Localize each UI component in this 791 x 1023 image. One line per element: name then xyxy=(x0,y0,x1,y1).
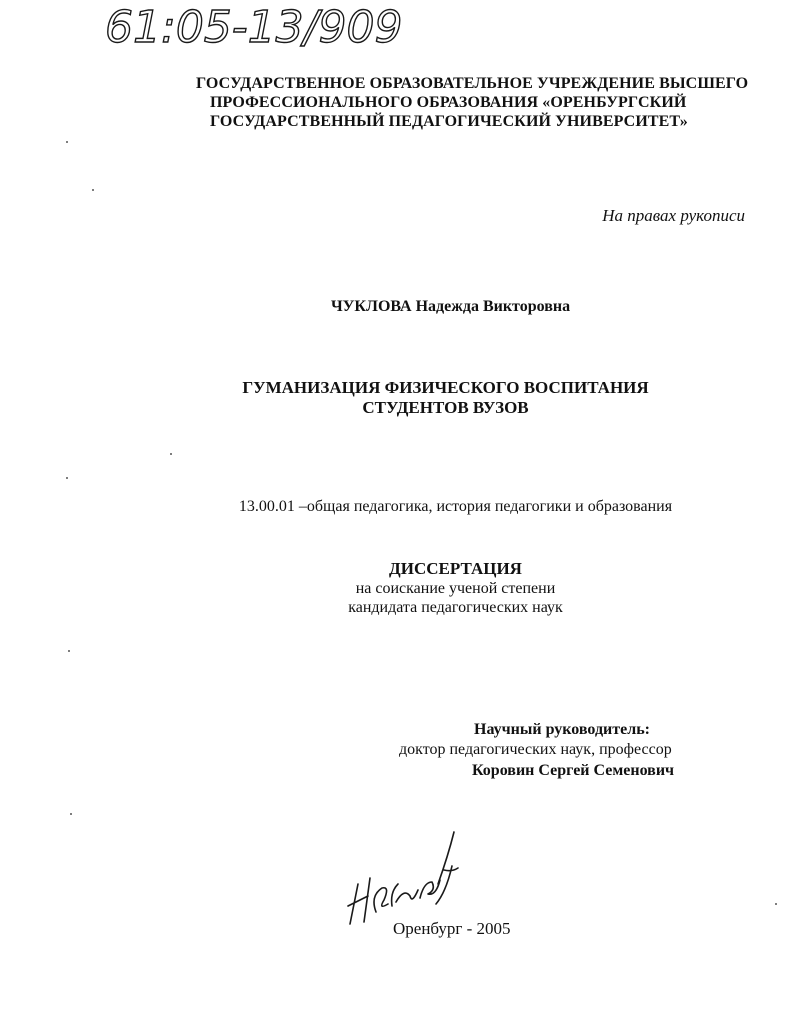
scan-speck xyxy=(66,141,68,143)
place-and-year: Оренбург - 2005 xyxy=(393,919,511,938)
archive-stamp-number xyxy=(103,2,503,52)
author-name: ЧУКЛОВА Надежда Викторовна xyxy=(330,298,571,315)
dissertation-block xyxy=(0,558,791,617)
archive-stamp-text: 61:05-13/909 xyxy=(105,2,403,52)
supervisor-label: Научный руководитель: xyxy=(474,721,650,738)
scan-speck xyxy=(775,903,777,905)
scan-speck xyxy=(170,453,172,455)
specialty-code: 13.00.01 –общая педагогика, история педагогики и образования xyxy=(238,498,673,515)
manuscript-rights-note: На правах рукописи xyxy=(602,206,745,225)
title-line-1: ГУМАНИЗАЦИЯ ФИЗИЧЕСКОГО ВОСПИТАНИЯ xyxy=(242,378,649,397)
supervisor-name: Коровин Сергей Семенович xyxy=(472,762,675,779)
supervisor-degree: доктор педагогических наук, профессор xyxy=(399,741,672,758)
title-line-2: СТУДЕНТОВ ВУЗОВ xyxy=(362,398,529,417)
scan-speck xyxy=(92,189,94,191)
scan-speck xyxy=(66,477,68,479)
organization-line-3: ГОСУДАРСТВЕННЫЙ ПЕДАГОГИЧЕСКИЙ УНИВЕРСИТЕТ» xyxy=(210,113,688,130)
dissertation-heading: ДИССЕРТАЦИЯ xyxy=(389,559,522,578)
degree-line-1: на соискание ученой степени xyxy=(355,580,556,597)
organization-header xyxy=(196,74,756,131)
scan-speck xyxy=(68,650,70,652)
degree-line-2: кандидата педагогических наук xyxy=(348,599,563,616)
organization-line-2: ПРОФЕССИОНАЛЬНОГО ОБРАЗОВАНИЯ «ОРЕНБУРГСКИЙ xyxy=(210,94,687,111)
dissertation-title xyxy=(0,378,791,418)
scan-speck xyxy=(70,813,72,815)
organization-line-1: ГОСУДАРСТВЕННОЕ ОБРАЗОВАТЕЛЬНОЕ УЧРЕЖДЕНИЕ ВЫСШЕГО xyxy=(196,75,749,92)
